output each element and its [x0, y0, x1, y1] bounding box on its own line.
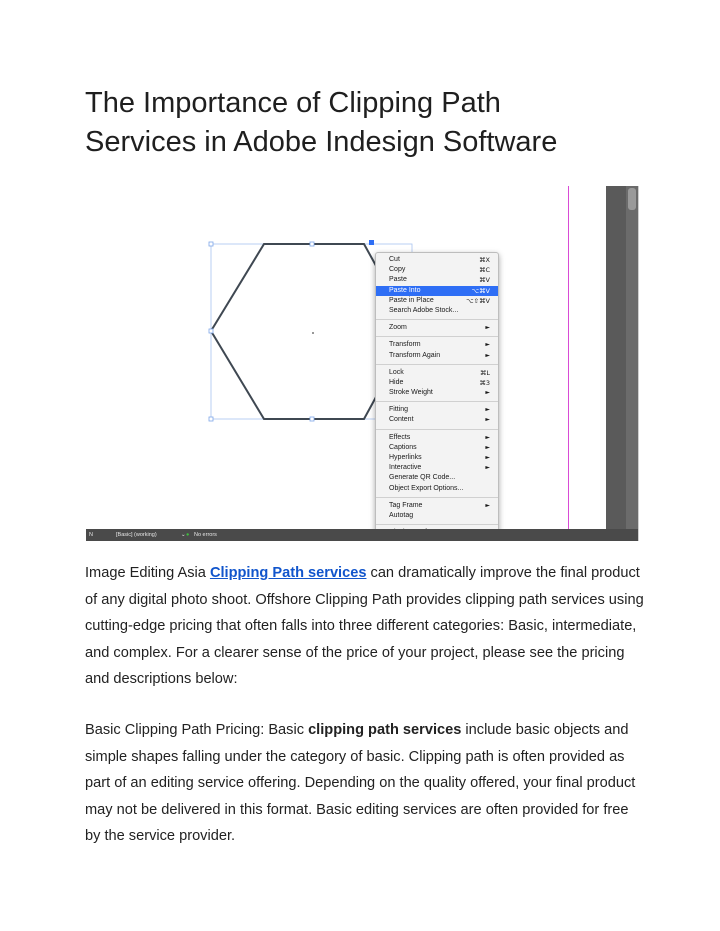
p2-text-end: include basic objects and simple shapes falling under the category of basic. Clipping path is often provided as part of an editing service offering. Depending on the quality offered, your final product may not be delivered in this format. Basic editing services are often provided for free by the service provider. — [85, 722, 636, 844]
submenu-arrow-icon: ► — [485, 351, 490, 359]
status-errors: No errors — [194, 532, 217, 538]
menu-item-shortcut: ⌥⌘V — [471, 286, 490, 295]
menu-item-content[interactable] — [376, 415, 498, 425]
submenu-arrow-icon: ► — [485, 389, 490, 397]
page-title — [85, 84, 685, 162]
context-menu[interactable] — [375, 252, 499, 538]
menu-item-label: Fitting — [389, 406, 409, 414]
menu-item-cut[interactable] — [376, 255, 498, 265]
menu-item-object-export-options[interactable] — [376, 484, 498, 494]
intro-paragraph — [85, 560, 645, 693]
menu-item-label: Copy — [389, 266, 406, 274]
menu-item-fitting[interactable] — [376, 405, 498, 415]
menu-separator — [376, 497, 498, 498]
menu-item-shortcut: ⌘X — [479, 256, 490, 264]
menu-item-tag-frame[interactable] — [376, 501, 498, 511]
menu-item-label: Paste — [389, 276, 407, 284]
menu-item-label: Paste Into — [389, 286, 421, 294]
menu-item-autotag[interactable] — [376, 511, 498, 521]
p1-text-start: Image Editing Asia — [85, 565, 210, 581]
menu-item-transform-again[interactable] — [376, 351, 498, 361]
menu-item-label: Zoom — [389, 324, 407, 332]
scrollbar-thumb[interactable] — [628, 188, 636, 210]
submenu-arrow-icon: ► — [485, 454, 490, 461]
title-line-1: The Importance of Clipping Path — [85, 87, 501, 119]
menu-item-label: Hide — [389, 378, 404, 386]
page-indicator[interactable]: N — [89, 532, 93, 538]
submenu-arrow-icon: ► — [485, 433, 490, 441]
menu-separator — [376, 401, 498, 402]
menu-item-stroke-weight[interactable] — [376, 388, 498, 398]
menu-separator — [376, 429, 498, 430]
menu-separator — [376, 364, 498, 365]
menu-item-transform[interactable] — [376, 340, 498, 350]
submenu-arrow-icon: ► — [485, 501, 490, 509]
menu-item-label: Stroke Weight — [389, 389, 433, 397]
menu-separator — [376, 319, 498, 320]
menu-item-interactive[interactable] — [376, 463, 498, 473]
menu-separator — [376, 336, 498, 337]
menu-separator — [376, 524, 498, 525]
vertical-scrollbar[interactable] — [626, 186, 638, 531]
menu-item-label: Lock — [389, 368, 404, 376]
submenu-arrow-icon: ► — [485, 443, 490, 451]
menu-item-copy[interactable] — [376, 265, 498, 275]
menu-item-label: Generate QR Code... — [389, 474, 456, 482]
menu-item-zoom[interactable] — [376, 323, 498, 333]
basic-pricing-paragraph — [85, 717, 645, 850]
menu-item-label: Effects — [389, 433, 411, 441]
menu-item-label: Content — [389, 416, 414, 424]
menu-item-label: Captions — [389, 443, 417, 451]
menu-item-generate-qr-code[interactable] — [376, 473, 498, 483]
indesign-screenshot — [86, 186, 639, 541]
status-ok-icon: ● — [186, 532, 190, 538]
menu-item-captions[interactable] — [376, 443, 498, 453]
menu-item-label: Tag Frame — [389, 501, 423, 509]
p2-text-start: Basic Clipping Path Pricing: Basic — [85, 722, 309, 738]
menu-item-label: Interactive — [389, 464, 422, 472]
menu-item-label: Paste in Place — [389, 296, 434, 304]
menu-item-hyperlinks[interactable] — [376, 453, 498, 463]
hexagon-frame — [86, 186, 638, 541]
menu-item-shortcut: ⌘L — [479, 368, 490, 377]
menu-item-shortcut: ⌘C — [478, 266, 490, 275]
chevron-down-icon[interactable]: ⌄ — [181, 532, 186, 538]
clipping-path-services-link[interactable]: Clipping Path services — [209, 565, 367, 581]
menu-item-label: Object Export Options... — [389, 484, 464, 492]
title-line-2: Services in Adobe Indesign Software — [85, 126, 558, 158]
status-bar — [86, 529, 638, 541]
menu-item-hide[interactable] — [376, 378, 498, 388]
submenu-arrow-icon: ► — [485, 464, 490, 472]
menu-item-lock[interactable] — [376, 368, 498, 378]
menu-item-paste-in-place[interactable] — [376, 296, 498, 306]
menu-item-shortcut: ⌥⇧⌘V — [466, 296, 490, 305]
menu-item-effects[interactable] — [376, 433, 498, 443]
submenu-arrow-icon: ► — [485, 324, 490, 332]
status-mode[interactable]: [Basic] (working) — [116, 532, 157, 538]
menu-item-label: Transform — [389, 341, 421, 349]
menu-item-label: Autotag — [389, 511, 414, 519]
menu-item-label: Transform Again — [389, 351, 441, 359]
guide-line — [568, 186, 569, 531]
menu-item-paste[interactable] — [376, 275, 498, 285]
menu-item-label: Hyperlinks — [389, 454, 422, 461]
p2-bold-phrase: clipping path services — [308, 722, 462, 738]
submenu-arrow-icon: ► — [485, 416, 490, 424]
submenu-arrow-icon: ► — [485, 341, 490, 349]
p1-text-end: can dramatically improve the final product of any digital photo shoot. Offshore Clipping Path provides clipping path services using cutting-edge pricing that often falls into three different categories: Basic, intermediate, and complex. For a clearer sense of the price of your project, please see the pricing and descriptions below: — [85, 565, 644, 687]
menu-item-paste-into[interactable] — [376, 286, 498, 296]
menu-item-label: Cut — [389, 256, 400, 263]
menu-item-shortcut: ⌘V — [479, 276, 490, 285]
menu-item-search-adobe-stock[interactable] — [376, 306, 498, 316]
submenu-arrow-icon: ► — [485, 406, 490, 414]
menu-item-shortcut: ⌘3 — [479, 378, 490, 387]
menu-item-label: Search Adobe Stock... — [389, 306, 459, 314]
